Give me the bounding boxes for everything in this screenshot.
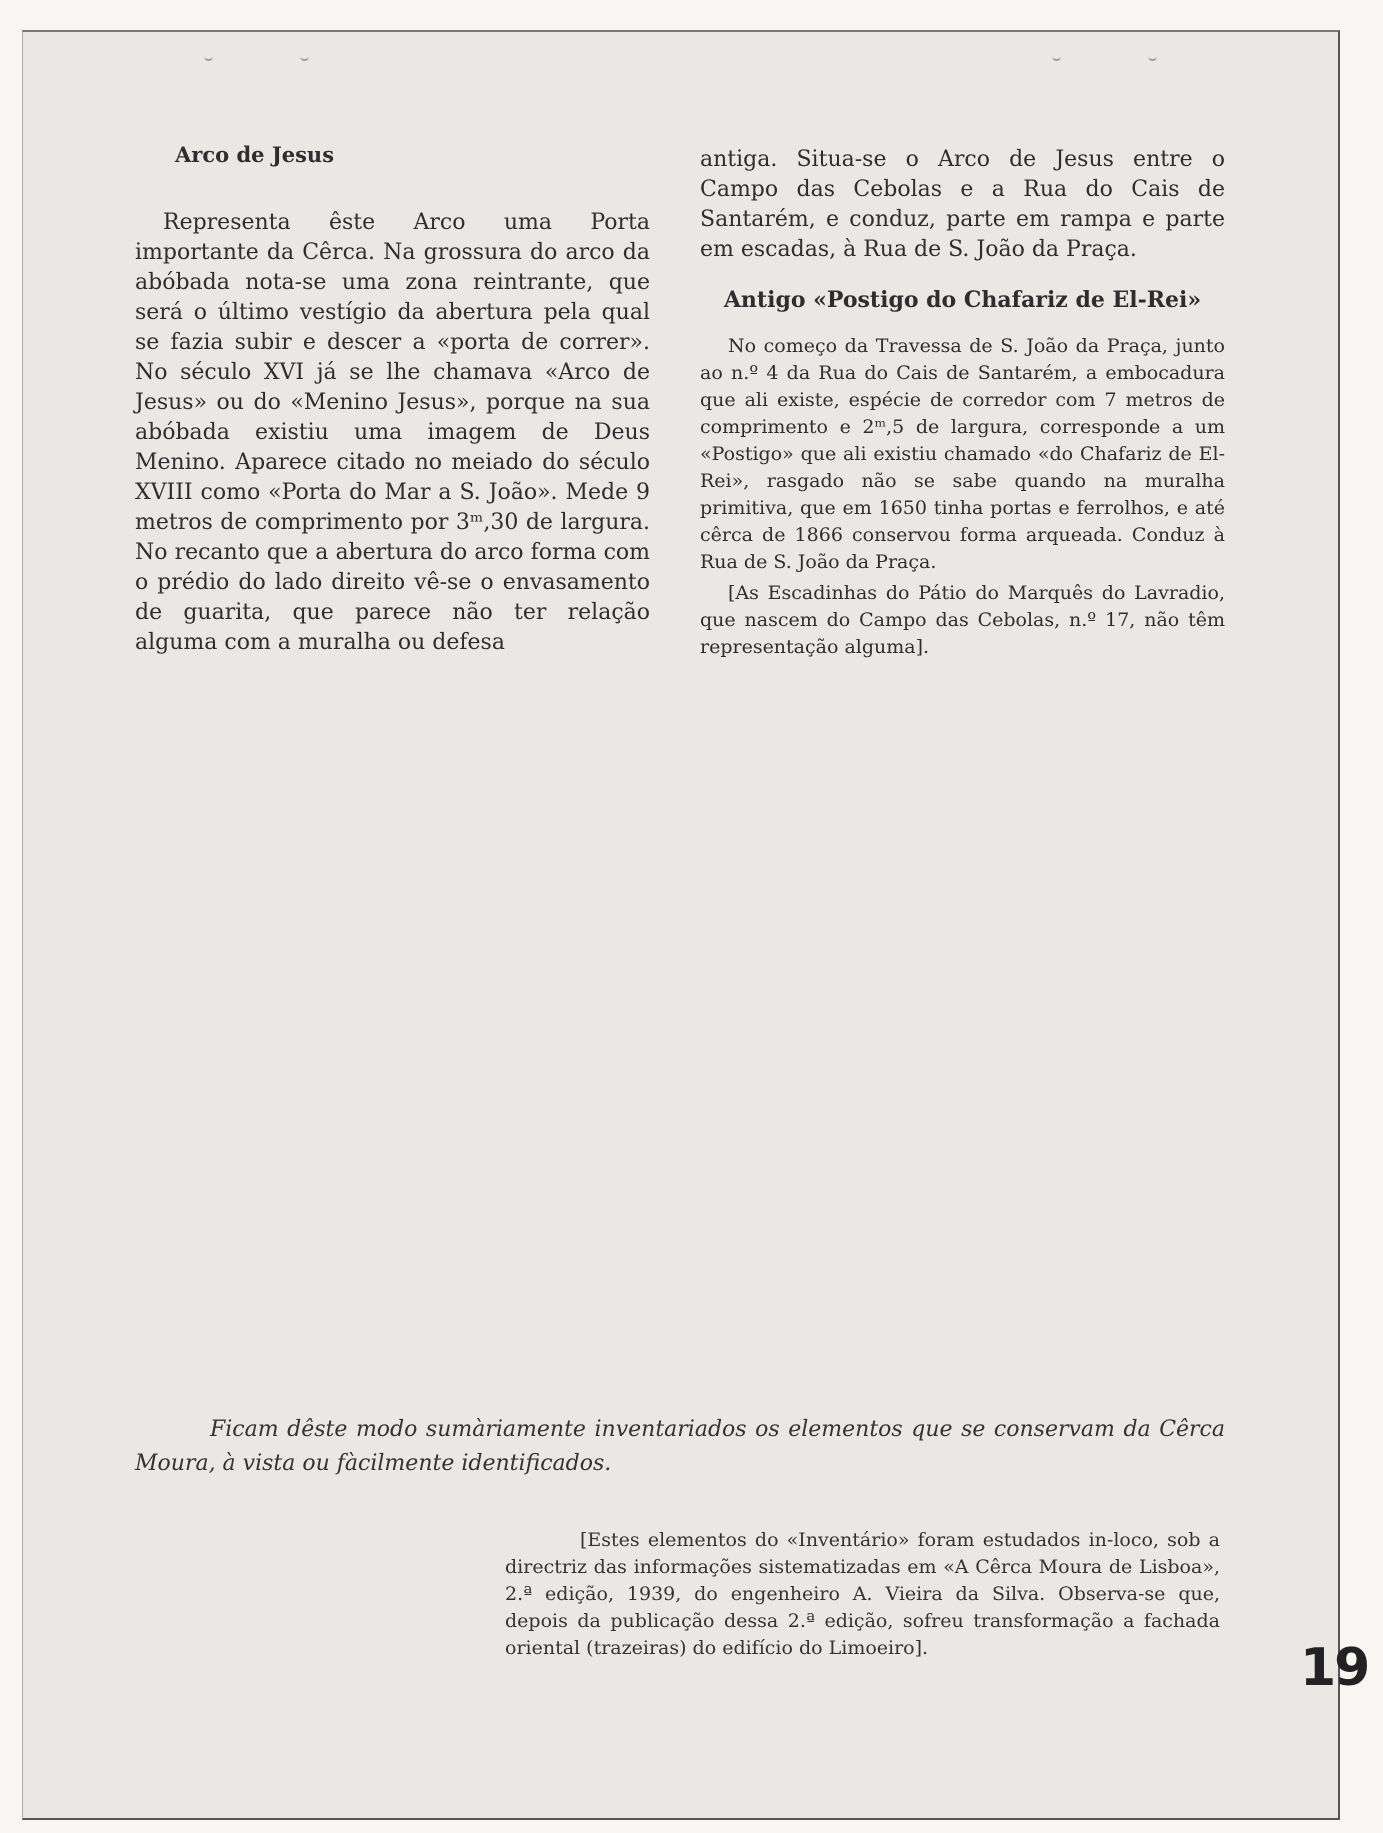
- escadinhas-note: [As Escadinhas do Pátio do Marquês do Lavradio, que nascem do Campo das Cebolas, n.º 17, não têm representação alguma].: [700, 582, 1225, 658]
- footnote: [Estes elementos do «Inventário» foram estudados in-loco, sob a directriz das informações sistematizadas em «A Cêrca Moura de Lisboa», 2.ª edição, 1939, do engenheiro A. Vieira da Silva. Observa-se que, depois da publicação dessa 2.ª edição, sofreu transformação a fachada oriental (trazeiras) do edifício do Limoeiro].: [505, 1529, 1220, 1659]
- closing-statement: Ficam dêste modo sumàriamente inventariados os elementos que se conservam da Cêrca Moura, à vista ou fàcilmente identificados.: [135, 1417, 1225, 1476]
- section-heading-postigo: Antigo «Postigo do Chafariz de El-Rei»: [723, 287, 1202, 313]
- arco-de-jesus-continuation: antiga. Situa-se o Arco de Jesus entre o Campo das Cebolas e a Rua do Cais de Santarém, e conduz, parte em rampa e parte em escadas, à Rua de S. João da Praça.: [700, 147, 1225, 262]
- postigo-paragraph: No começo da Travessa de S. João da Praça, junto ao n.º 4 da Rua do Cais de Santarém, a embocadura que ali existe, espécie de corredor com 7 metros de comprimento e 2ᵐ,5 de largura, corresponde a um «Postigo» que ali existiu chamado «do Chafariz de El-Rei», rasgado não se sabe quando na muralha primitiva, que em 1650 tinha portas e ferrolhos, e até cêrca de 1866 conservou forma arqueada. Conduz à Rua de S. João da Praça.: [700, 335, 1225, 573]
- left-column: [135, 140, 650, 658]
- section-heading-arco-de-jesus: Arco de Jesus: [175, 142, 335, 167]
- page-number: 19: [1300, 1638, 1369, 1698]
- right-column: [700, 145, 1225, 661]
- arco-de-jesus-paragraph: Representa êste Arco uma Porta importante da Cêrca. Na grossura do arco da abóbada nota-se uma zona reintrante, que será o último vestígio da abertura pela qual se fazia subir e descer a «porta de correr». No século XVI já se lhe chamava «Arco de Jesus» ou do «Menino Jesus», porque na sua abóbada existiu uma imagem de Deus Menino. Aparece citado no meiado do século XVIII como «Porta do Mar a S. João». Mede 9 metros de comprimento por 3ᵐ,30 de largura. No recanto que a abertura do arco forma com o prédio do lado direito vê-se o envasamento de guarita, que parece não ter relação alguma com a muralha ou defesa: [135, 210, 650, 655]
